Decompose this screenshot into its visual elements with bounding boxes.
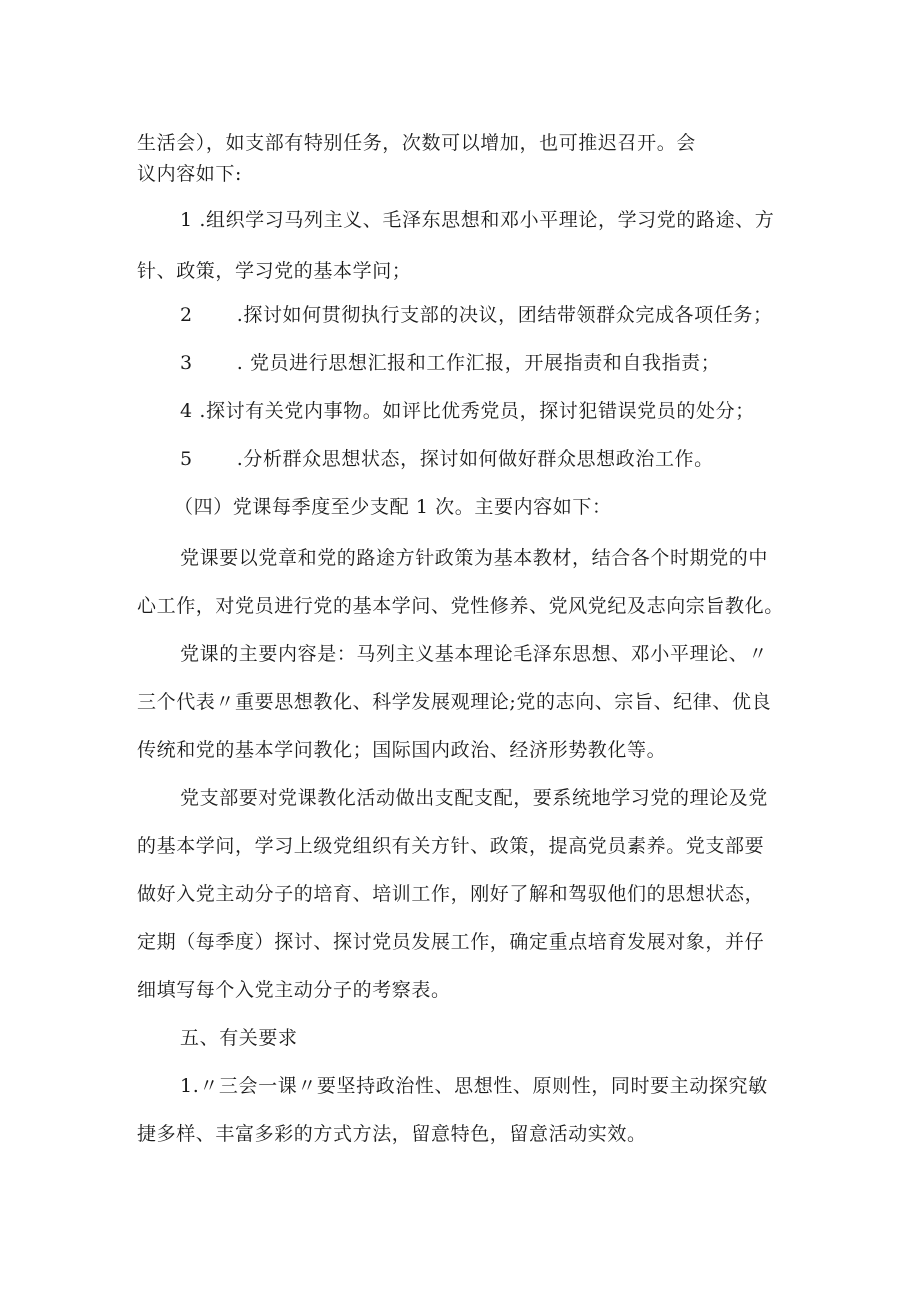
list-number: 2 xyxy=(180,304,193,326)
list-item-1: 1 .组织学习马列主义、毛泽东思想和邓小平理论，学习党的路途、方 xyxy=(180,209,775,231)
paragraph-line: 捷多样、丰富多彩的方式方法，留意特色，留意活动实效。 xyxy=(137,1123,647,1145)
list-text: . 党员进行思想汇报和工作汇报，开展指责和自我指责； xyxy=(236,352,721,374)
paragraph-line: 三个代表〃重要思想教化、科学发展观理论;党的志向、宗旨、纪律、优良 xyxy=(137,691,772,713)
list-text: .分析群众思想状态，探讨如何做好群众思想政治工作。 xyxy=(236,448,714,470)
paragraph-line: 针、政策，学习党的基本学问； xyxy=(137,260,412,282)
paragraph-line: 生活会），如支部有特别任务，次数可以增加，也可推迟召开。会 xyxy=(137,132,696,154)
list-number: 3 xyxy=(180,352,193,374)
paragraph-line: 议内容如下: xyxy=(137,163,243,185)
paragraph-line: 传统和党的基本学问教化；国际国内政治、经济形势教化等。 xyxy=(137,739,667,761)
paragraph-line: 的基本学问，学习上级党组织有关方针、政策，提高党员素养。党支部要 xyxy=(137,835,765,857)
paragraph-line: 党课要以党章和党的路途方针政策为基本教材，结合各个时期党的中 xyxy=(180,547,769,569)
list-item-3 xyxy=(180,350,720,376)
paragraph-line: 党支部要对党课教化活动做出支配支配，要系统地学习党的理论及党 xyxy=(180,787,769,809)
list-text: .探讨如何贯彻执行支部的决议，团结带领群众完成各项任务； xyxy=(236,304,773,326)
section-heading: （四）党课每季度至少支配 1 次。主要内容如下： xyxy=(174,496,612,518)
paragraph-line: 细填写每个入党主动分子的考察表。 xyxy=(137,979,451,1001)
paragraph-line: 心工作，对党员进行党的基本学问、党性修养、党风党纪及志向宗旨教化。 xyxy=(137,595,784,617)
paragraph-line: 党课的主要内容是：马列主义基本理论毛泽东思想、邓小平理论、〃 xyxy=(180,643,769,665)
paragraph-line: 1.〃三会一课〃要坚持政治性、思想性、原则性，同时要主动探究敏 xyxy=(180,1075,768,1097)
section-heading: 五、有关要求 xyxy=(180,1027,298,1049)
list-number: 5 xyxy=(180,448,193,470)
paragraph-line: 做好入党主动分子的培育、培训工作，刚好了解和驾驭他们的思想状态， xyxy=(137,883,765,905)
paragraph-line: 定期（每季度）探讨、探讨党员发展工作，确定重点培育发展对象，并仔 xyxy=(137,931,765,953)
list-item-5 xyxy=(180,446,714,472)
list-item-4: 4 .探讨有关党内事物。如评比优秀党员，探讨犯错误党员的处分； xyxy=(180,400,755,422)
list-item-2 xyxy=(180,302,773,328)
